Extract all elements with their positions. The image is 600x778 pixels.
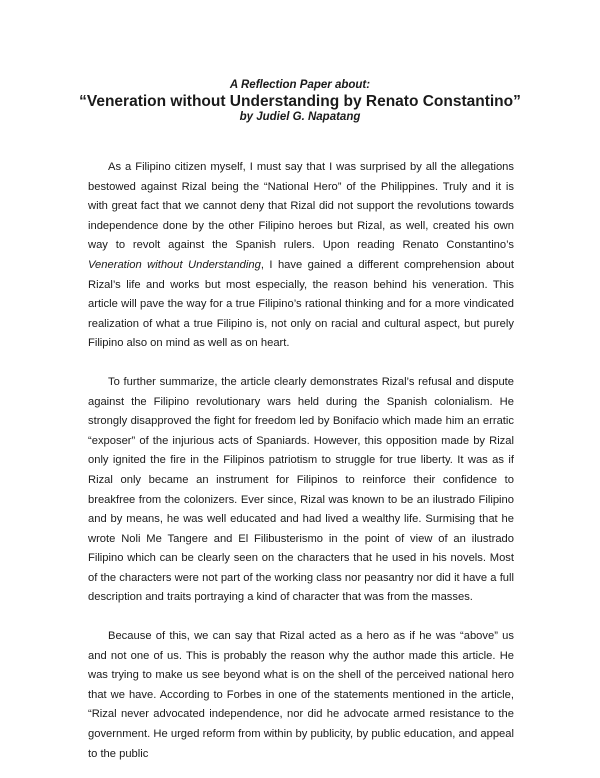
paragraph-1-text-end: , I have gained a different comprehension about Rizal’s life and works but most especially, the reason behind his veneration. This article will pave the way for a true Filipino’s rational thinking and for a more vindicated realization of what a true Filipino is, not only on racial and cultural aspect, but purely Filipino also on mind as well as on heart. — [88, 258, 514, 350]
document-author: by Judiel G. Napatang — [239, 111, 361, 123]
paragraph-1 — [88, 158, 514, 354]
document-body — [88, 158, 514, 764]
document-header — [0, 78, 600, 124]
paragraph-2: To further summarize, the article clearly demonstrates Rizal’s refusal and dispute against the Filipino revolutionary wars held during the Spanish colonialism. He strongly disapproved the fight for freedom led by Bonifacio which made him an erratic “exposer” of the injurious acts of Spaniards. However, this opposition made by Rizal only ignited the fire in the Filipinos patriotism to struggle for true liberty. It was as if Rizal only became an instrument for Filipinos to reinforce their confidence to breakfree from the colonizers. Ever since, Rizal was known to be an ilustrado Filipino and by means, he was well educated and had lived a wealthy life. Surmising that he wrote Noli Me Tangere and El Filibusterismo in the point of view of an ilustrado Filipino which can be clearly seen on the characters that he used in his novels. Most of the characters were not part of the working class nor peasantry nor did it have a full description and traits portraying a kind of character that was from the masses. — [88, 375, 514, 604]
paragraph-3: Because of this, we can say that Rizal acted as a hero as if he was “above” us and not one of us. This is probably the reason why the author made this article. He was trying to make us see beyond what is on the shell of the perceived national hero that we have. According to Forbes in one of the statements mentioned in the article, “Rizal never advocated independence, nor did he advocate armed resistance to the government. He urged reform from within by publicity, by public education, and appeal to the public — [88, 630, 514, 760]
paragraph-1-text-start: As a Filipino citizen myself, I must say that I was surprised by all the allegations bestowed against Rizal being the “National Hero” of the Philippines. Truly and it is with great fact that we cannot deny that Rizal did not support the revolutions towards independence done by the other Filipino heroes but Rizal, as well, created his own way to revolt against the Spanish rulers. Upon reading Renato Constantino’s — [88, 161, 514, 252]
document-title: “Veneration without Understanding by Renato Constantino” — [79, 93, 521, 110]
book-title-italic: Veneration without Understanding — [88, 258, 261, 271]
document-subtitle: A Reflection Paper about: — [229, 79, 371, 91]
